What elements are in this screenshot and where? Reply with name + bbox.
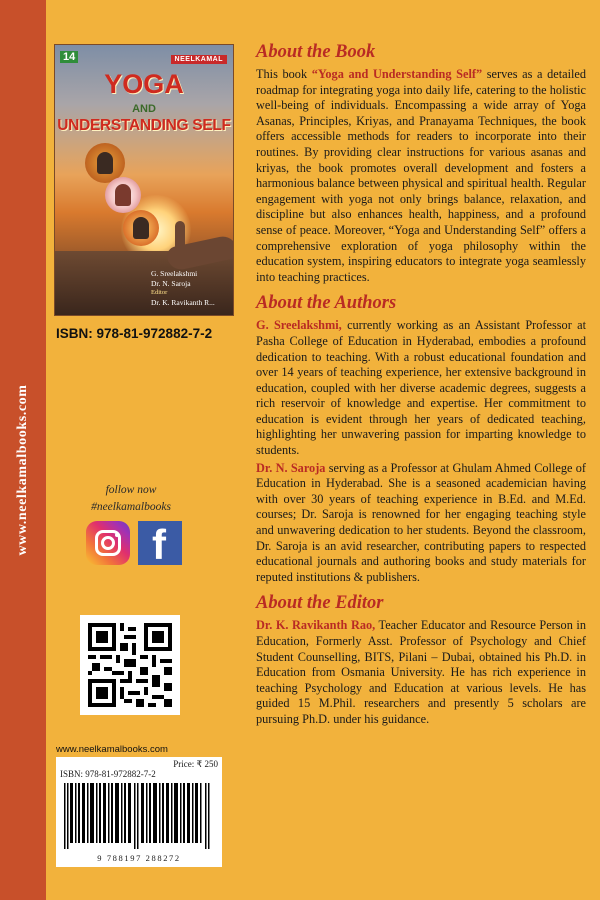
- book-cover-image: [54, 44, 234, 316]
- cover-author1: G. Sreelakshmi: [151, 269, 198, 278]
- barcode-label: [56, 757, 222, 867]
- author2-bio: [256, 461, 586, 586]
- price-text: Price: ₹ 250: [173, 759, 218, 769]
- follow-text: follow now: [105, 484, 157, 496]
- back-cover-text: [256, 40, 586, 728]
- cover-title-line2: AND: [132, 103, 156, 115]
- about-book-body: serves as a detailed roadmap for integrating yoga into daily life, catering to the holistic well-being of individuals. Encompassing a wide array of Yoga Asanas, Principles, Kriyas, and Pranayama Techniques, the book offers accessible methods for readers to incorporate into their routines. By providing clear instructions for various asanas and kriyas, the book promotes overall development and fosters a harmonious balance between physical and spiritual health. Regular engagement with yoga not only brings balance, relaxation, and discipline but also enhances health, happiness, and a profound sense of peace. Moreover, “Yoga and Understanding Self” offers a comprehensive exploration of yoga philosophy within the education system, inspiring educators to integrate yoga seamlessly into teaching practices.: [256, 67, 587, 284]
- barcode-bars: [60, 783, 218, 854]
- cover-yoga-figure: [97, 152, 113, 174]
- about-authors-heading: About the Authors: [256, 293, 397, 314]
- about-book-heading: About the Book: [256, 42, 376, 62]
- barcode-website: www.neelkamalbooks.com: [56, 744, 168, 755]
- about-editor-heading: About the Editor: [256, 593, 384, 614]
- cover-series-number: 14: [60, 51, 78, 63]
- qr-code-graphic: [88, 623, 172, 707]
- instagram-icon-dot: [115, 533, 119, 537]
- barcode-block: [56, 744, 236, 868]
- author1-bio: [256, 318, 586, 458]
- spine-website: www.neelkamalbooks.com: [15, 384, 30, 556]
- facebook-icon[interactable]: [138, 521, 182, 568]
- editor-bio: [256, 618, 586, 727]
- author2-name: Dr. N. Saroja: [256, 460, 326, 475]
- barcode-digits: 9 788197 288272: [97, 853, 181, 863]
- spine: [0, 0, 46, 900]
- cover-yoga-figure: [115, 184, 131, 206]
- author2-bio-text: serving as a Professor at Ghulam Ahmed College of Education in Hyderabad. She is a seasoned academician having with over 30 years of teaching experience in B.Ed. and M.Ed. courses; Dr. Saroja is renowned for her engaging teaching style and unwavering dedication to her students. Beyond the classroom, Dr. Saroja is an avid researcher, contributing papers to respected educational journals and authoring books and study materials for reputed institutions & publishers.: [256, 460, 586, 584]
- author1-name: G. Sreelakshmi,: [256, 318, 342, 333]
- hashtag-text: #neelkamalbooks: [91, 501, 171, 513]
- barcode-graphic: [60, 783, 218, 849]
- about-book-text: [256, 67, 586, 285]
- cover-author2: Dr. N. Saroja: [151, 279, 191, 288]
- facebook-icon-letter: f: [152, 521, 166, 568]
- cover-title-line1: YOGA: [104, 69, 184, 99]
- isbn-label: ISBN: 978-81-972882-7-2: [56, 326, 213, 341]
- cover-title-line3: UNDERSTANDING SELF: [57, 117, 231, 134]
- author1-bio-text: currently working as an Assistant Professor at Pasha College of Education in Hyderabad, embodies a profound dedication to teaching. With a robust educational foundation and over 14 years of teaching experience, her extensive background in education, coupled with her diverse academic degrees, suggests a rich reservoir of knowledge and expertise. Her commitment to education is evident through her years of dedicated teaching, highlighting her unwavering passion for imparting knowledge to students.: [256, 318, 587, 458]
- cover-editor-label: Editor: [151, 289, 168, 296]
- editor-bio-text: Teacher Educator and Resource Person in Education, Formerly Asst. Professor of Psychology and Chief Student Counselling, BITS, Pilani – Dubai, obtained his Ph.D. in Education from Osmania University. He has rich experience in teaching Psychology and Education at various levels. He has guided 15 M.Phil. researchers and presently 5 scholars are pursuing Ph.D. under his guidance.: [256, 618, 586, 726]
- qr-code[interactable]: [80, 615, 180, 715]
- cover-publisher: NEELKAMAL: [171, 55, 227, 64]
- book-title-quote: “Yoga and Understanding Self”: [311, 67, 483, 81]
- cover-editor: Dr. K. Ravikanth R...: [151, 298, 215, 307]
- instagram-icon-lens: [101, 536, 115, 550]
- barcode-isbn: ISBN: 978-81-972882-7-2: [60, 769, 156, 779]
- cover-yoga-figure: [133, 217, 149, 239]
- social-follow: [56, 482, 206, 516]
- editor-name: Dr. K. Ravikanth Rao,: [256, 618, 376, 633]
- about-book-intro: This book: [256, 67, 312, 81]
- instagram-icon[interactable]: [86, 521, 130, 565]
